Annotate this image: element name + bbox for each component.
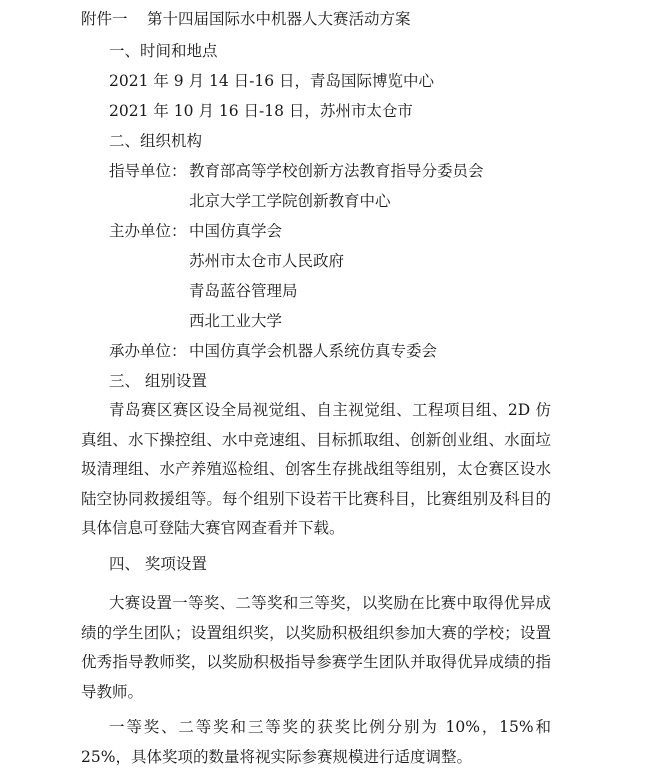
section-heading-time-place: 一、时间和地点 bbox=[109, 42, 218, 60]
host-unit: 西北工业大学 bbox=[189, 312, 283, 330]
time-place-item: 2021 年 9 月 14 日-16 日，青岛国际博览中心 bbox=[109, 72, 435, 90]
organizer-unit: 中国仿真学会机器人系统仿真专委会 bbox=[189, 342, 438, 360]
guide-unit: 教育部高等学校创新方法教育指导分委员会 bbox=[189, 162, 484, 180]
awards-ratio-paragraph: 一等奖、二等奖和三等奖的获奖比例分别为 10%，15%和 25%，具体奖项的数量将视实际参赛规模进行适度调整。 bbox=[81, 718, 551, 766]
section-heading-organization: 二、组织机构 bbox=[109, 132, 203, 150]
host-unit-label: 主办单位： bbox=[109, 222, 187, 240]
section-heading-groups: 三、 组别设置 bbox=[109, 372, 207, 390]
guide-unit-label: 指导单位： bbox=[109, 162, 187, 180]
time-place-item: 2021 年 10 月 16 日-18 日，苏州市太仓市 bbox=[109, 102, 413, 120]
host-unit: 苏州市太仓市人民政府 bbox=[189, 252, 345, 270]
attachment-label: 附件一 bbox=[81, 10, 128, 28]
guide-unit: 北京大学工学院创新教育中心 bbox=[189, 192, 391, 210]
document-title: 第十四届国际水中机器人大赛活动方案 bbox=[147, 10, 411, 28]
document-header bbox=[81, 9, 411, 29]
groups-paragraph: 青岛赛区赛区设全局视觉组、自主视觉组、工程项目组、2D 仿真组、水下操控组、水中竞速组、目标抓取组、创新创业组、水面垃圾清理组、水产养殖巡检组、创客生存挑战组等组别，太仓赛区设水陆空协同救援组等。每个组别下设若干比赛科目，比赛组别及科目的具体信息可登陆大赛官网查看并下载。 bbox=[81, 401, 551, 537]
host-unit: 中国仿真学会 bbox=[189, 222, 283, 240]
host-unit: 青岛蓝谷管理局 bbox=[189, 282, 298, 300]
organizer-unit-label: 承办单位： bbox=[109, 342, 187, 360]
awards-paragraph: 大赛设置一等奖、二等奖和三等奖，以奖励在比赛中取得优异成绩的学生团队；设置组织奖，以奖励积极组织参加大赛的学校；设置优秀指导教师奖，以奖励积极指导参赛学生团队并取得优异成绩的指导教师。 bbox=[81, 594, 551, 701]
section-heading-awards: 四、 奖项设置 bbox=[109, 555, 207, 573]
